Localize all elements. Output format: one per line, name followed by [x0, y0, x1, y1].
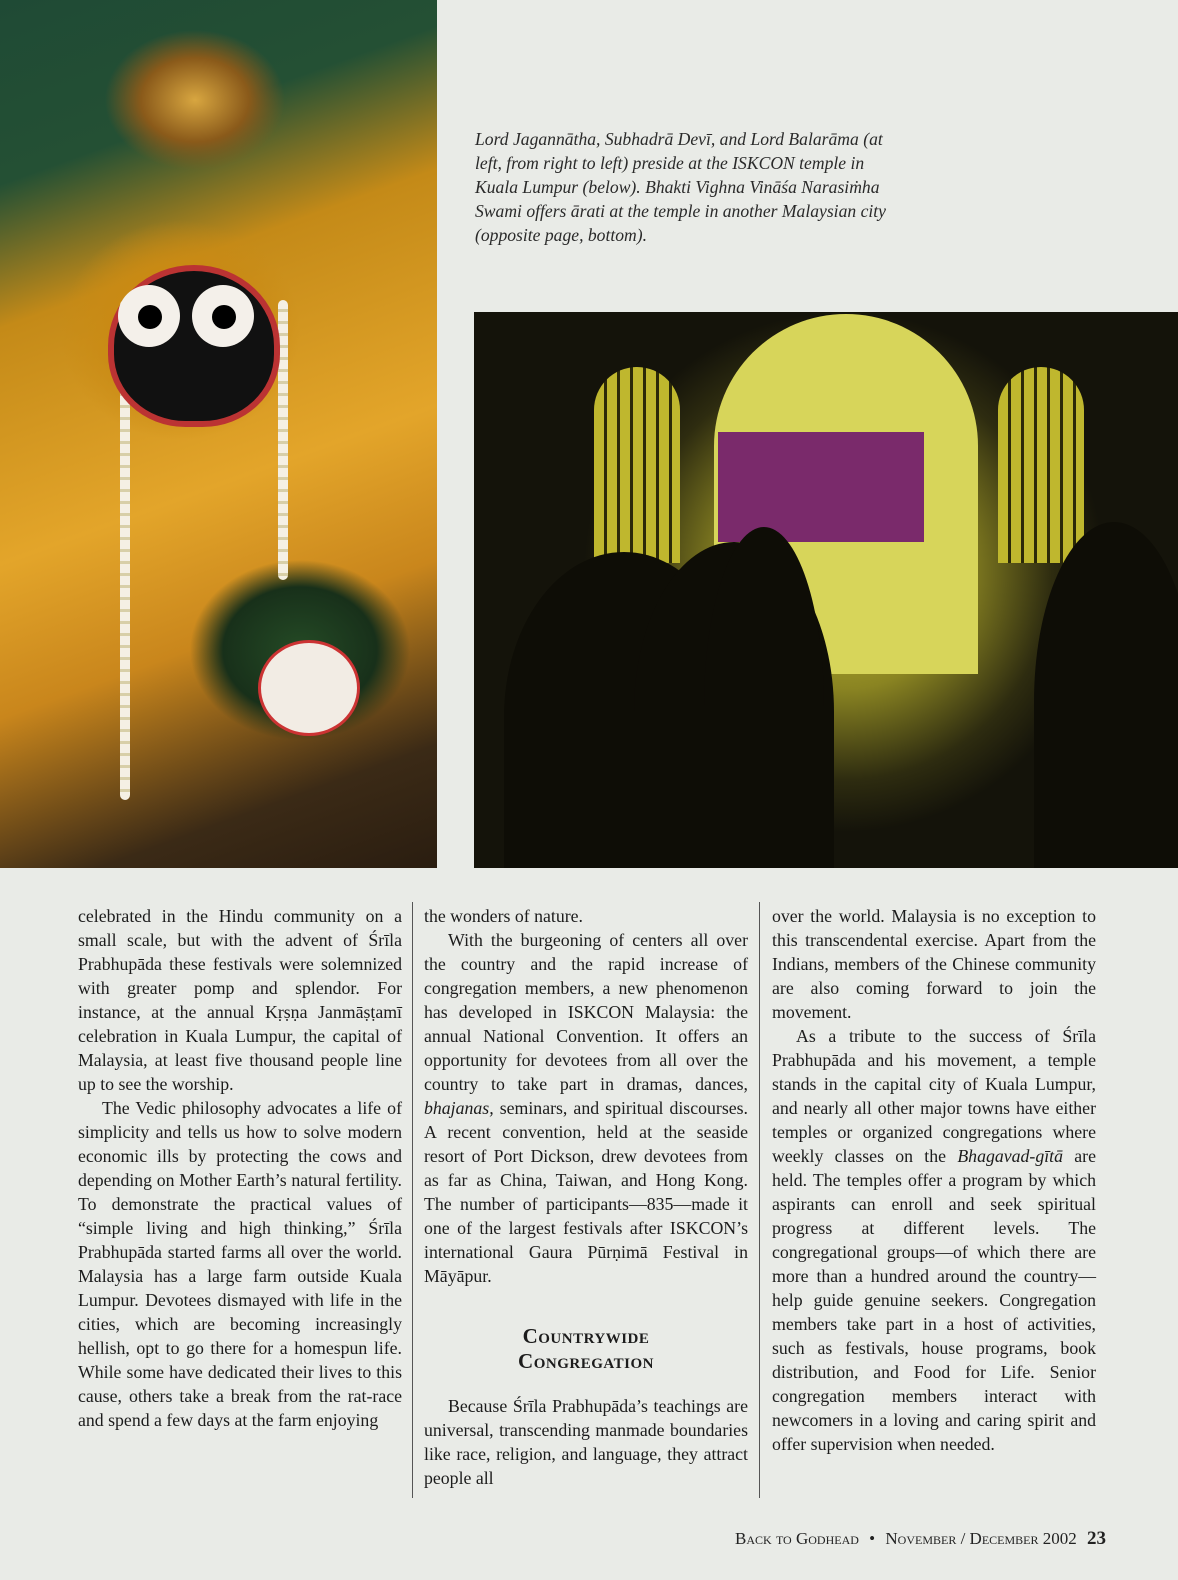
photo-temple-interior	[474, 312, 1178, 868]
photo-jagannatha-deity	[0, 0, 437, 868]
silhouette	[704, 527, 824, 868]
text-column-2	[424, 904, 748, 1490]
text-span: seminars, and spiritual discourses. A recent convention, held at the seaside resort of Port Dickson, drew devotees from as far as China, Taiwan, and Hong Kong. The number of participants—835—made it one of the largest festivals after ISKCON’s international Gaura Pūrṇimā Festival in Māyāpur.	[424, 1098, 748, 1286]
text-span: With the burgeoning of centers all over the country and the rapid increase of congregation members, a new phenomenon has developed in ISKCON Malaysia: the annual National Convention. It offers an opportunity for devotees from all over the country to take part in dramas, dances,	[424, 930, 748, 1094]
deity-face-small	[258, 640, 360, 736]
temple-window	[594, 367, 680, 563]
altar	[718, 432, 924, 542]
paragraph: The Vedic philosophy advocates a life of simplicity and tells us how to solve modern economic ills by protecting the cows and depending on Mother Earth’s natural fertility. To demonstrate the practical values of “simple living and high thinking,” Śrīla Prabhupāda started farms all over the world. Malaysia has a large farm outside Kuala Lumpur. Devotees dismayed with life in the cities, which are becoming increasingly hellish, opt to go there for a homespun life. While some have dedicated their lives to this cause, others take a break from the rat-race and spend a few days at the farm enjoying	[78, 1098, 402, 1430]
text-span: are held. The temples offer a program by which aspirants can enroll and seek spiritual progress at different levels. The congregational groups—of which there are more than a hundred around the country—help guide genuine seekers. Congregation members take part in a host of activities, such as festivals, house programs, book distribution, and Food for Life. Senior congregation members interact with newcomers in a loving and caring spirit and offer supervision when needed.	[772, 1146, 1096, 1454]
page-footer	[735, 1528, 1106, 1550]
paragraph: the wonders of nature.	[424, 906, 583, 926]
temple-window	[998, 367, 1084, 563]
column-rule	[412, 902, 413, 1498]
publication-name: Back to Godhead	[735, 1529, 859, 1548]
text-column-1	[78, 904, 402, 1432]
paragraph: Because Śrīla Prabhupāda’s teachings are universal, transcending manmade boundaries like race, religion, and language, they attract people all	[424, 1396, 748, 1488]
text-column-3	[772, 904, 1096, 1456]
photo-caption: Lord Jagannātha, Subhadrā Devī, and Lord Balarāma (at left, from right to left) preside at the ISKCON temple in Kuala Lumpur (below). Bhakti Vighna Vināśa Narasiṁha Swami offers ārati at the temple in another Malaysian city (opposite page, bottom).	[475, 129, 886, 245]
heading-line: Congregation	[518, 1349, 654, 1373]
deity-eye	[118, 285, 180, 347]
issue-date: November / December 2002	[885, 1529, 1077, 1548]
silhouette	[1034, 522, 1178, 868]
paragraph	[772, 1024, 1096, 1456]
paragraph: over the world. Malaysia is no exception to this transcendental exercise. Apart from the Indians, members of the Chinese community are also coming forward to join the movement.	[772, 906, 1096, 1022]
paragraph	[424, 928, 748, 1288]
page-number: 23	[1087, 1528, 1106, 1549]
heading-line: Countrywide	[522, 1324, 650, 1348]
paragraph: celebrated in the Hindu community on a small scale, but with the advent of Śrīla Prabhupāda these festivals were solemnized with greater pomp and splendor. For instance, at the annual Kṛṣṇa Janmāṣṭamī celebration in Kuala Lumpur, the capital of Malaysia, at least five thousand people line up to see the worship.	[78, 906, 402, 1094]
deity-eye	[192, 285, 254, 347]
section-heading	[424, 1324, 748, 1374]
text-span: As a tribute to the success of Śrīla Prabhupāda and his movement, a temple stands in the capital city of Kuala Lumpur, and nearly all other major towns have either temples or organized congregations where weekly classes on the	[772, 1026, 1096, 1166]
italic-term: Bhagavad-gītā	[957, 1146, 1063, 1166]
italic-term: bhajanas,	[424, 1098, 494, 1118]
column-rule	[759, 902, 760, 1498]
footer-bullet: •	[869, 1529, 876, 1548]
